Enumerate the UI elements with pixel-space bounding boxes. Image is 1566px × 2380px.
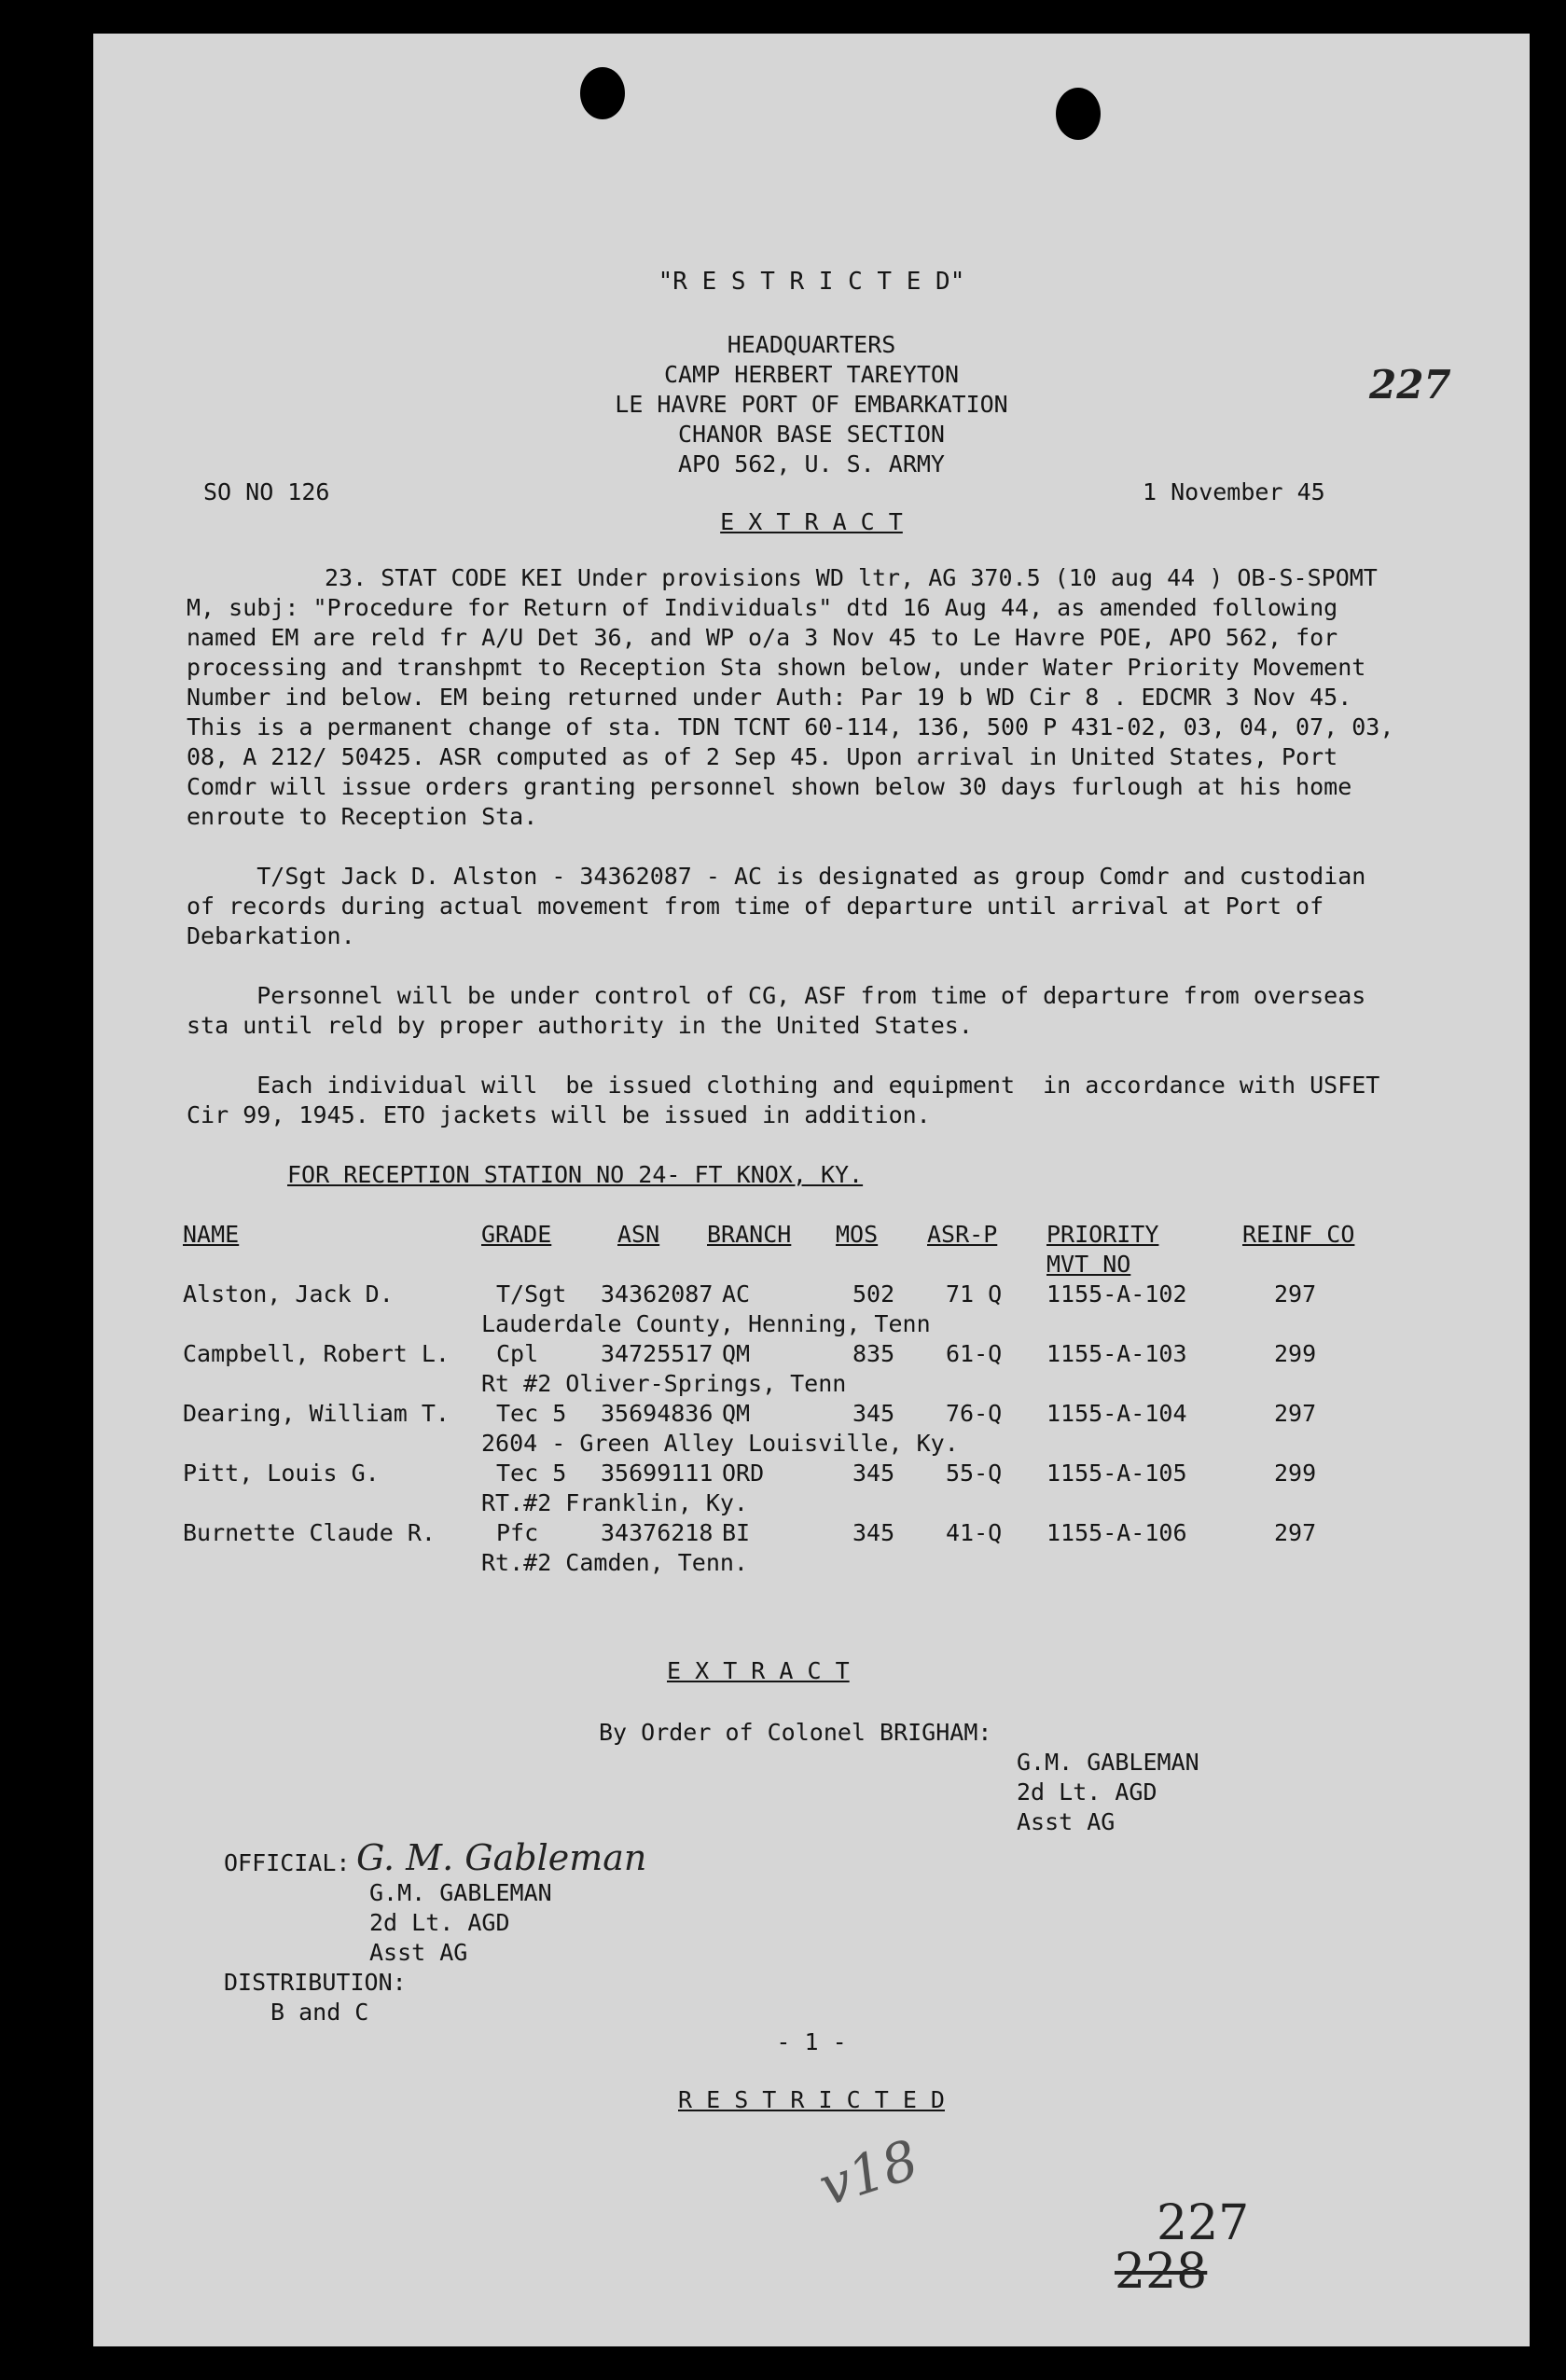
paragraph-3-line-1: Personnel will be under control of CG, ASF from time of departure from overseas	[187, 982, 1366, 1009]
order-number: SO NO 126	[203, 478, 330, 505]
table-row-address	[93, 1488, 1530, 1518]
row-grade: T/Sgt	[496, 1280, 567, 1308]
table-row	[93, 1518, 1530, 1548]
row-reinf: 299	[1274, 1460, 1317, 1487]
paragraph-1-line-4: processing and transhpmt to Reception Sta shown below, under Water Priority Movement	[187, 654, 1366, 681]
row-asr: 55-Q	[946, 1460, 1003, 1487]
row-mos: 345	[852, 1460, 895, 1487]
row-asn: 34725517	[601, 1340, 714, 1367]
extract-label-bottom: E X T R A C T	[667, 1657, 850, 1684]
column-asn: ASN	[617, 1221, 660, 1248]
roster-header	[93, 1220, 1530, 1250]
row-priority: 1155-A-105	[1046, 1460, 1187, 1487]
row-mos: 835	[852, 1340, 895, 1367]
row-branch: QM	[722, 1400, 751, 1427]
row-mos: 502	[852, 1280, 895, 1308]
official-label: OFFICIAL:	[224, 1849, 351, 1876]
table-row-address	[93, 1369, 1530, 1399]
row-asn: 35694836	[601, 1400, 714, 1427]
row-reinf: 297	[1274, 1400, 1317, 1427]
row-name: Alston, Jack D.	[183, 1280, 394, 1308]
document-page	[93, 34, 1530, 2346]
paragraph-1-line-8: Comdr will issue orders granting personnel shown below 30 days furlough at his home	[187, 773, 1352, 800]
table-row-address	[93, 1429, 1530, 1459]
paragraph-3-line-2: sta until reld by proper authority in the United States.	[187, 1012, 973, 1039]
paragraph-1-line-1: 23. STAT CODE KEI Under provisions WD ltr, AG 370.5 (10 aug 44 ) OB-S-SPOMT	[325, 564, 1378, 591]
page-number-struck-out: 228	[1115, 2244, 1208, 2300]
classification-bottom: R E S T R I C T E D	[678, 2086, 945, 2113]
extract-label-top: E X T R A C T	[720, 508, 903, 535]
row-priority: 1155-A-104	[1046, 1400, 1187, 1427]
header-line-2: CAMP HERBERT TAREYTON	[663, 361, 960, 388]
paragraph-2-line-2: of records during actual movement from time of departure until arrival at Port of	[187, 892, 1324, 920]
signer-name: G.M. GABLEMAN	[1017, 1749, 1199, 1776]
row-branch: ORD	[722, 1460, 765, 1487]
row-asn: 35699111	[601, 1460, 714, 1487]
official-rank: 2d Lt. AGD	[369, 1909, 510, 1936]
paragraph-1-line-6: This is a permanent change of sta. TDN TCNT 60-114, 136, 500 P 431-02, 03, 04, 07, 03,	[187, 713, 1394, 740]
row-grade: Pfc	[496, 1519, 539, 1546]
row-grade: Cpl	[496, 1340, 539, 1367]
row-branch: BI	[722, 1519, 751, 1546]
roster-header-2	[93, 1250, 1530, 1280]
row-asr: 76-Q	[946, 1400, 1003, 1427]
paragraph-1-line-9: enroute to Reception Sta.	[187, 803, 538, 830]
header-line-3: LE HAVRE PORT OF EMBARKATION	[615, 391, 1008, 418]
row-asn: 34362087	[601, 1280, 714, 1308]
column-mos: MOS	[836, 1221, 879, 1248]
page-number-handwritten-top: 227	[1369, 362, 1451, 408]
row-branch: QM	[722, 1340, 751, 1367]
row-mos: 345	[852, 1519, 895, 1546]
row-reinf: 297	[1274, 1519, 1317, 1546]
paragraph-2-line-3: Debarkation.	[187, 922, 355, 949]
table-row	[93, 1280, 1530, 1309]
column-priority: PRIORITY	[1046, 1221, 1159, 1248]
row-branch: AC	[722, 1280, 751, 1308]
column-priority-line-2: MVT NO	[1046, 1251, 1131, 1278]
header-line-1: HEADQUARTERS	[727, 331, 896, 358]
classification-top: "R E S T R I C T E D"	[658, 268, 965, 296]
row-asr: 71 Q	[946, 1280, 1003, 1308]
paragraph-2-line-1: T/Sgt Jack D. Alston - 34362087 - AC is designated as group Comdr and custodian	[187, 863, 1366, 890]
handwritten-initials: v18	[811, 2127, 926, 2219]
row-address: Lauderdale County, Henning, Tenn	[481, 1310, 931, 1337]
column-name: NAME	[183, 1221, 240, 1248]
official-title: Asst AG	[369, 1939, 468, 1966]
row-priority: 1155-A-102	[1046, 1280, 1187, 1308]
paragraph-4-line-2: Cir 99, 1945. ETO jackets will be issued in addition.	[187, 1101, 931, 1128]
table-row	[93, 1459, 1530, 1488]
row-asn: 34376218	[601, 1519, 714, 1546]
paragraph-1-line-7: 08, A 212/ 50425. ASR computed as of 2 Sep 45. Upon arrival in United States, Port	[187, 743, 1338, 770]
paragraph-1-line-2: M, subj: "Procedure for Return of Individuals" dtd 16 Aug 44, as amended following	[187, 594, 1338, 621]
row-grade: Tec 5	[496, 1400, 567, 1427]
column-grade: GRADE	[481, 1221, 552, 1248]
table-row-address	[93, 1309, 1530, 1339]
row-grade: Tec 5	[496, 1460, 567, 1487]
punch-hole-right	[1056, 88, 1101, 140]
row-mos: 345	[852, 1400, 895, 1427]
page-number-handwritten-bottom: 227	[1157, 2195, 1250, 2251]
page-number: - 1 -	[776, 2028, 847, 2055]
row-address: Rt #2 Oliver-Springs, Tenn	[481, 1370, 847, 1397]
row-priority: 1155-A-103	[1046, 1340, 1187, 1367]
row-priority: 1155-A-106	[1046, 1519, 1187, 1546]
distribution-value: B and C	[270, 1999, 369, 2026]
punch-hole-left	[580, 67, 625, 119]
paragraph-1-line-5: Number ind below. EM being returned under Auth: Par 19 b WD Cir 8 . EDCMR 3 Nov 45.	[187, 684, 1352, 711]
table-row	[93, 1339, 1530, 1369]
column-reinf: REINF CO	[1242, 1221, 1355, 1248]
row-asr: 61-Q	[946, 1340, 1003, 1367]
column-asr: ASR-P	[927, 1221, 998, 1248]
paragraph-4-line-1: Each individual will be issued clothing and equipment in accordance with USFET	[187, 1072, 1380, 1099]
row-reinf: 299	[1274, 1340, 1317, 1367]
row-name: Dearing, William T.	[183, 1400, 450, 1427]
signer-rank: 2d Lt. AGD	[1017, 1778, 1157, 1806]
header-line-4: CHANOR BASE SECTION	[678, 421, 945, 448]
row-name: Pitt, Louis G.	[183, 1460, 380, 1487]
official-name: G.M. GABLEMAN	[369, 1879, 552, 1906]
row-address: Rt.#2 Camden, Tenn.	[481, 1549, 748, 1576]
row-name: Campbell, Robert L.	[183, 1340, 450, 1367]
order-date: 1 November 45	[1143, 478, 1325, 505]
handwritten-signature: G. M. Gableman	[356, 1837, 647, 1878]
row-address: 2604 - Green Alley Louisville, Ky.	[481, 1430, 959, 1457]
by-order-line: By Order of Colonel BRIGHAM:	[599, 1719, 992, 1746]
column-branch: BRANCH	[707, 1221, 792, 1248]
distribution-label: DISTRIBUTION:	[224, 1969, 407, 1996]
row-address: RT.#2 Franklin, Ky.	[481, 1489, 748, 1516]
reception-station-heading: FOR RECEPTION STATION NO 24- FT KNOX, KY.	[287, 1161, 864, 1188]
signer-title: Asst AG	[1017, 1808, 1116, 1835]
row-reinf: 297	[1274, 1280, 1317, 1308]
header-line-5: APO 562, U. S. ARMY	[678, 450, 945, 477]
row-asr: 41-Q	[946, 1519, 1003, 1546]
table-row	[93, 1399, 1530, 1429]
paragraph-1-line-3: named EM are reld fr A/U Det 36, and WP o/a 3 Nov 45 to Le Havre POE, APO 562, for	[187, 624, 1338, 651]
table-row-address	[93, 1548, 1530, 1578]
row-name: Burnette Claude R.	[183, 1519, 436, 1546]
